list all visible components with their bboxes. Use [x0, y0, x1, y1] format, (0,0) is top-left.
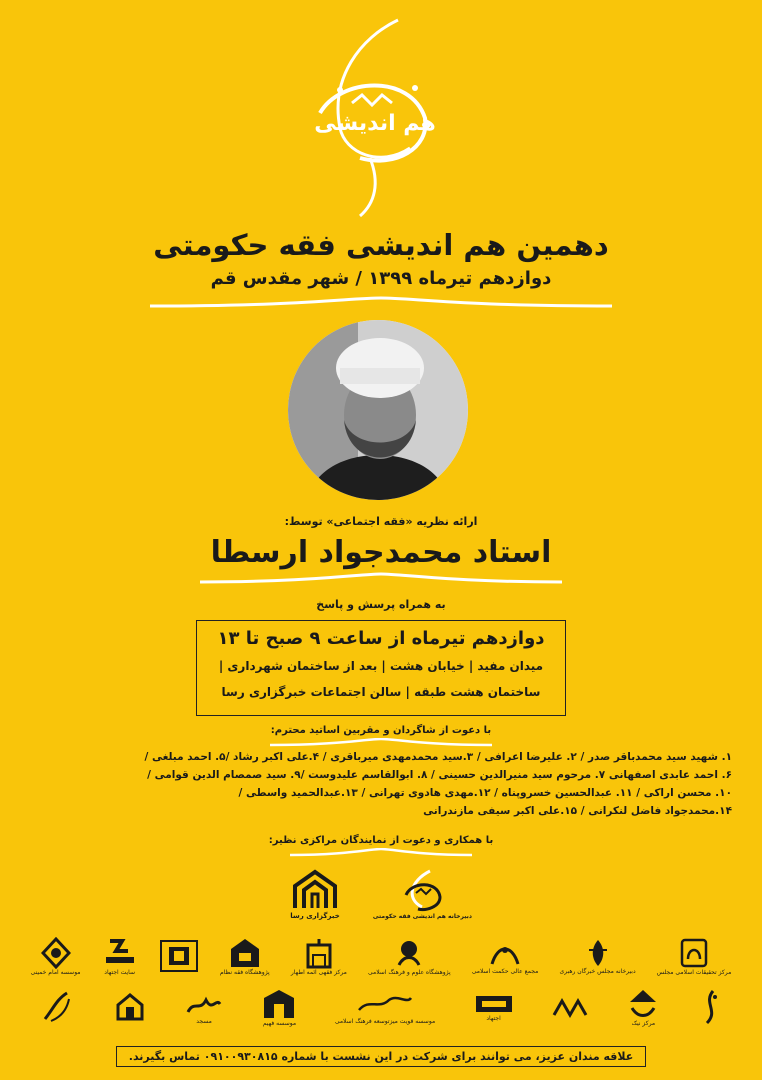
- org-logo-icon-15: [474, 993, 514, 1015]
- org-logo-icon-13: [262, 988, 296, 1020]
- list-item: ۱. شهید سید محمدباقر صدر / ۲. علیرضا اعرافی / ۳.سید محمدمهدی میرباقری / ۴.علی اکبر رشاد /۵. احمد مبلغی /: [144, 751, 732, 763]
- event-address-line1: میدان مفید | خیابان هشت | بعد از ساختمان شهرداری |: [218, 659, 544, 673]
- org-logo-icon-4: [227, 937, 263, 969]
- partner-caption: موسسه فهیم: [262, 1019, 297, 1027]
- invitation-heading: با دعوت از شاگردان و مقربین اساتید محترم:: [270, 725, 492, 736]
- contact-note: علاقه مندان عزیز، می توانند برای شرکت در این نشست با شماره ۰۹۱۰۰۹۳۰۸۱۵ تماس بگیرند.: [116, 1046, 646, 1067]
- partner-caption: مرکز تحقیقات اسلامی مجلس: [656, 968, 732, 976]
- partner-logo: [31, 937, 81, 976]
- partner-logos-row-1: [20, 935, 742, 977]
- partner-caption: مرکز فقهی ائمه اطهار: [290, 968, 347, 976]
- partner-caption: خبرگزاری رسا: [290, 912, 340, 920]
- partner-logo: [335, 990, 435, 1025]
- partner-logo: [114, 991, 146, 1023]
- partner-logo: [472, 938, 539, 975]
- event-address-line2: ساختمان هشت طبقه | سالن اجتماعات خبرگزاری رسا: [221, 685, 541, 699]
- org-logo-icon-9: [679, 937, 709, 969]
- org-logo-icon-1: [41, 937, 71, 969]
- partner-logo: [474, 993, 514, 1022]
- partner-caption: پژوهشگاه علوم و فرهنگ اسلامی: [368, 968, 451, 976]
- divider-wave-4: [290, 848, 472, 858]
- partner-logos-row-2: [20, 986, 742, 1028]
- partners-heading: با همکاری و دعوت از نمایندگان مراکزی نظیر:: [268, 835, 494, 846]
- divider-wave: [150, 296, 612, 310]
- org-logo-icon-5: [304, 937, 334, 969]
- partner-logo: [39, 989, 75, 1025]
- partner-caption: پژوهشگاه فقه نظام: [219, 968, 270, 976]
- partner-rasa: [290, 868, 340, 920]
- org-logo-icon-8: [583, 938, 613, 968]
- divider-wave-3: [270, 738, 492, 748]
- event-time: دوازدهم تیرماه از ساعت ۹ صبح تا ۱۳: [217, 628, 545, 649]
- partner-caption: اجتهاد: [486, 1014, 501, 1022]
- page-title: دهمین هم اندیشی فقه حکومتی: [153, 228, 609, 262]
- org-logo-icon-7: [488, 938, 522, 968]
- org-logo-icon-6: [394, 937, 424, 969]
- org-logo-icon-2: [102, 937, 138, 969]
- partner-logo: [184, 990, 224, 1025]
- list-item: ۶. احمد عابدی اصفهانی ۷. مرحوم سید منیرالدین حسینی / ۸. ابوالقاسم علیدوست /۹. سید صمصام الدین قوامی /: [147, 769, 732, 781]
- partner-logo: [552, 995, 588, 1019]
- logo-text: هم اندیشی: [314, 111, 436, 136]
- list-item: ۱۴.محمدجواد فاضل لنکرانی / ۱۵.علی اکبر سیفی مازندرانی: [423, 805, 732, 817]
- partner-logo: [626, 988, 660, 1027]
- partner-caption: مجمع عالی حکمت اسلامی: [471, 967, 539, 975]
- divider-wave-2: [200, 572, 562, 586]
- partner-caption: دبیرخانه هم اندیشی فقه حکومتی: [372, 912, 472, 920]
- partner-caption: مسجد: [196, 1017, 212, 1025]
- hamandishi-logo-icon: [400, 869, 444, 913]
- hamandishi-calligraphy-logo-icon: [300, 18, 450, 218]
- org-logo-icon-12: [184, 990, 224, 1018]
- partner-logo: [159, 939, 199, 973]
- intro-text: ارائه نظریه «فقه اجتماعی» توسط:: [284, 515, 478, 528]
- partner-logo: [262, 988, 296, 1027]
- org-logo-icon-18: [699, 989, 723, 1025]
- partner-logo: [699, 989, 723, 1025]
- org-logo-icon-17: [626, 988, 660, 1020]
- qa-note: به همراه پرسش و پاسخ: [316, 598, 446, 611]
- speaker-portrait: [288, 320, 468, 500]
- partner-logo: [220, 937, 270, 976]
- org-logo-icon-16: [552, 995, 588, 1019]
- speaker-name: استاد محمدجواد ارسطا: [210, 535, 552, 570]
- partner-caption: موسسه امام خمینی: [30, 968, 81, 976]
- org-logo-icon-14: [355, 990, 415, 1018]
- partner-caption: سایت اجتهاد: [104, 968, 136, 976]
- partner-caption: مرکز نیک: [631, 1019, 656, 1027]
- org-logo-icon-11: [114, 991, 146, 1023]
- org-logo-icon-3: [159, 939, 199, 973]
- partner-hamandishi: [373, 869, 472, 920]
- partner-logo: [560, 938, 636, 975]
- org-logo-icon-10: [39, 989, 75, 1025]
- partner-logo: [657, 937, 732, 976]
- speaker-photo-icon: [288, 320, 468, 500]
- partner-caption: موسسه قویت میزتوسعه فرهنگ اسلامی: [334, 1017, 436, 1025]
- partner-logo: [368, 937, 451, 976]
- page-subtitle: دوازدهم تیرماه ۱۳۹۹ / شهر مقدس قم: [210, 268, 552, 289]
- partner-logo: [102, 937, 138, 976]
- list-item: ۱۰. محسن اراکی / ۱۱. عبدالحسین خسروپناه / ۱۲.مهدی هادوی تهرانی / ۱۳.عبدالحمید واسطی /: [238, 787, 732, 799]
- footer: [0, 1044, 762, 1068]
- partner-caption: دبیرخانه مجلس خبرگان رهبری: [559, 967, 636, 975]
- main-partners: [290, 862, 472, 926]
- partner-logo: [291, 937, 347, 976]
- invited-scholars-list: [30, 748, 732, 820]
- rasa-news-logo-icon: [290, 868, 340, 912]
